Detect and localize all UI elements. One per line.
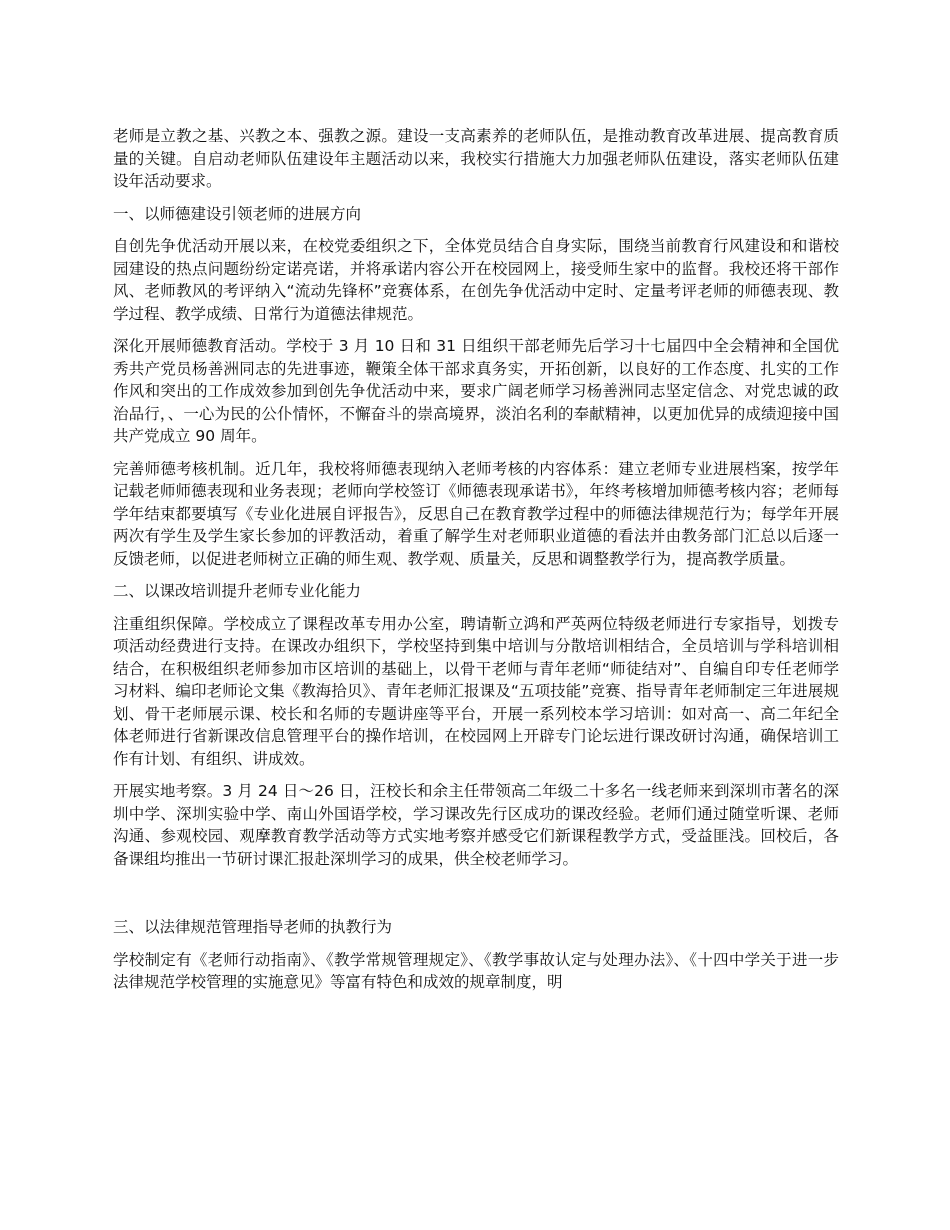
paragraph-ethics-education: 深化开展师德教育活动。学校于 3 月 10 日和 31 日组织干部老师先后学习十七届四中全会精神和全国优秀共产党员杨善洲同志的先进事迹，鞭策全体干部求真务实，开拓创新，以良好的工作态度、扎实的工作作风和突出的工作成效参加到创先争优活动中来，要求广阔老师学习杨善洲同志坚定信念、对党忠诚的政治品行，、一心为民的公仆情怀，不懈奋斗的崇高境界，淡泊名利的奉献精神，以更加优异的成绩迎接中国共产党成立 90 周年。	[113, 337, 839, 445]
paragraph-pioneer-activity: 自创先争优活动开展以来，在校党委组织之下，全体党员结合自身实际，围绕当前教育行风建设和和谐校园建设的热点问题纷纷定诺亮诺，并将承诺内容公开在校园网上，接受师生家中的监督。我校还将干部作风、老师教风的考评纳入“流动先锋杯”竞赛体系，在创先争优活动中定时、定量考评老师的师德表现、教学过程、教学成绩、日常行为道德法律规范。	[113, 237, 839, 323]
paragraph-organization: 注重组织保障。学校成立了课程改革专用办公室，聘请靳立鸿和严英两位特级老师进行专家指导，划拨专项活动经费进行支持。在课改办组织下，学校坚持到集中培训与分散培训相结合，全员培训与学科培训相结合，在积极组织老师参加市区培训的基础上，以骨干老师与青年老师“师徒结对”、自编自印专任老师学习材料、编印老师论文集《教海拾贝》、青年老师汇报课及“五项技能”竞赛、指导青年老师制定三年进展规划、骨干老师展示课、校长和名师的专题讲座等平台，开展一系列校本学习培训：如对高一、高二年纪全体老师进行省新课改信息管理平台的操作培训，在校园网上开辟专门论坛进行课改研讨沟通，确保培训工作有计划、有组织、讲成效。	[113, 614, 839, 768]
paragraph-ethics-assessment: 完善师德考核机制。近几年，我校将师德表现纳入老师考核的内容体系：建立老师专业进展档案，按学年记载老师师德表现和业务表现；老师向学校签订《师德表现承诺书》，年终考核增加师德考核内容；老师每学年结束都要填写《专业化进展自评报告》，反思自己在教育教学过程中的师德法律规范行为；每学年开展两次有学生及学生家长参加的评教活动，着重了解学生对老师职业道德的看法并由教务部门汇总以后逐一反馈老师，以促进老师树立正确的师生观、教学观、质量关，反思和调整教学行为，提高教学质量。	[113, 459, 839, 568]
section-heading-2: 二、以课改培训提升老师专业化能力	[113, 582, 362, 600]
section-heading-3: 三、以法律规范管理指导老师的执教行为	[113, 918, 393, 936]
intro-paragraph: 老师是立教之基、兴教之本、强教之源。建设一支高素养的老师队伍，是推动教育改革进展、提高教育质量的关键。自启动老师队伍建设年主题活动以来，我校实行措施大力加强老师队伍建设，落实老师队伍建设年活动要求。	[113, 127, 839, 190]
paragraph-field-visit: 开展实地考察。3 月 24 日～26 日，汪校长和余主任带领高二年级二十多名一线老师来到深圳市著名的深圳中学、深圳实验中学、南山外国语学校，学习课改先行区成功的课改经验。老师们通过随堂听课、老师沟通、参观校园、观摩教育教学活动等方式实地考察并感受它们新课程教学方式，受益匪浅。回校后，各备课组均推出一节研讨课汇报赴深圳学习的成果，供全校老师学习。	[113, 782, 839, 868]
paragraph-regulations: 学校制定有《老师行动指南》、《教学常规管理规定》、《教学事故认定与处理办法》、《十四中学关于进一步法律规范学校管理的实施意见》等富有特色和成效的规章制度，明	[113, 950, 839, 991]
section-heading-1: 一、以师德建设引领老师的进展方向	[113, 204, 362, 223]
document-body	[113, 125, 839, 1004]
blank-spacer	[113, 880, 839, 916]
